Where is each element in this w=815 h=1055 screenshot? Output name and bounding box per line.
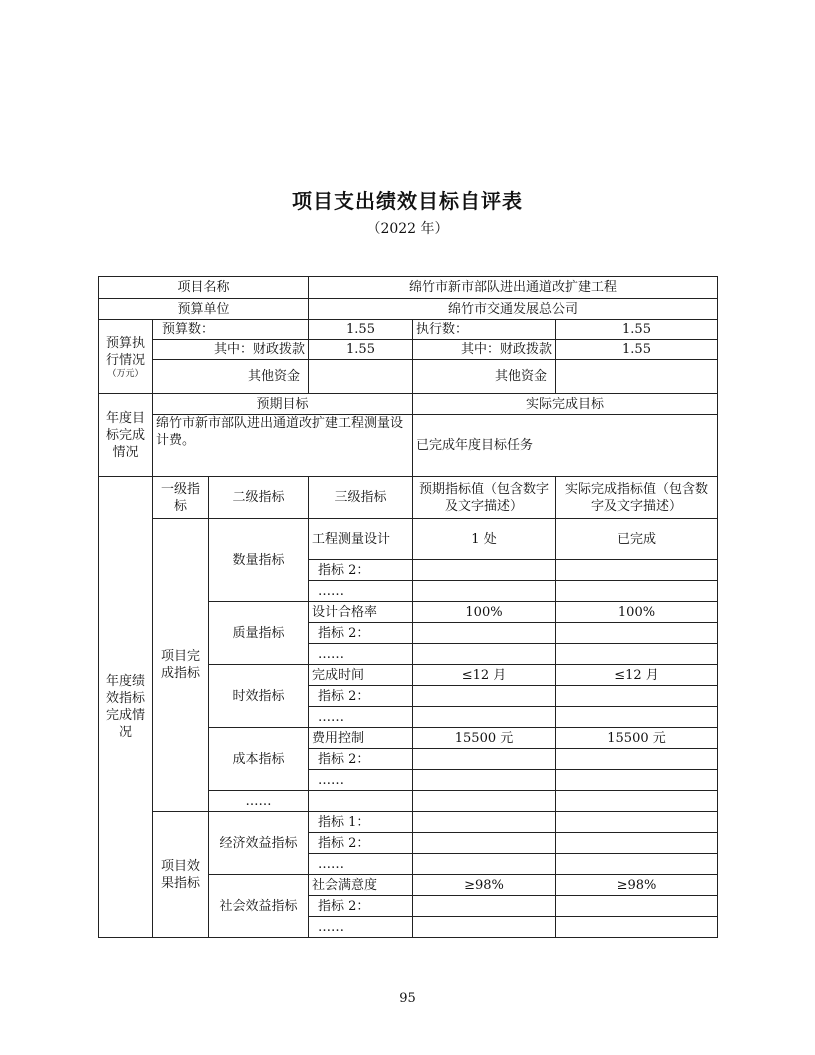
indicator-header-row <box>99 477 718 519</box>
expected-value-cell: 15500 元 <box>413 728 556 749</box>
project-name-row <box>99 277 718 299</box>
actual-value-cell <box>556 833 718 854</box>
level3-cell: …… <box>309 770 413 791</box>
level2-ellipsis: …… <box>209 791 309 812</box>
performance-table <box>98 276 718 938</box>
level3-cell <box>309 791 413 812</box>
table-row <box>99 519 718 560</box>
actual-value-cell <box>556 707 718 728</box>
actual-value-cell <box>556 854 718 875</box>
level3-cell: 设计合格率 <box>309 602 413 623</box>
project-name-value: 绵竹市新市部队进出通道改扩建工程 <box>309 277 718 299</box>
expected-goal-header: 预期目标 <box>153 394 413 415</box>
level3-cell: …… <box>309 917 413 938</box>
exec-amount-value: 1.55 <box>556 320 718 340</box>
fiscal-budget-value: 1.55 <box>309 340 413 360</box>
expected-value-cell: ≤12 月 <box>413 665 556 686</box>
budget-unit-value: 绵竹市交通发展总公司 <box>309 299 718 320</box>
year-subtitle: （2022 年） <box>366 221 449 237</box>
actual-value-cell: ≤12 月 <box>556 665 718 686</box>
budget-unit-row <box>99 299 718 320</box>
expected-value-header: 预期指标值（包含数字及文字描述） <box>413 477 556 519</box>
level3-cell: 完成时间 <box>309 665 413 686</box>
level3-header: 三级指标 <box>309 477 413 519</box>
level3-cell: 指标 2： <box>309 896 413 917</box>
timeliness-indicator-label: 时效指标 <box>209 665 309 728</box>
actual-value-cell <box>556 749 718 770</box>
level3-cell: …… <box>309 581 413 602</box>
expected-value-cell <box>413 917 556 938</box>
actual-value-cell <box>556 581 718 602</box>
level3-cell: …… <box>309 707 413 728</box>
expected-value-cell <box>413 770 556 791</box>
cost-indicator-label: 成本指标 <box>209 728 309 791</box>
indicator-section-label: 年度绩效指标完成情况 <box>99 477 153 938</box>
budget-section-unit: （万元） <box>107 368 144 379</box>
page-number: 95 <box>399 991 416 1006</box>
expected-value-cell: ≥98% <box>413 875 556 896</box>
annual-goal-row <box>99 415 718 477</box>
expected-goal-text: 绵竹市新市部队进出通道改扩建工程测量设计费。 <box>153 415 413 477</box>
expected-value-cell <box>413 581 556 602</box>
actual-value-cell <box>556 896 718 917</box>
quantity-indicator-label: 数量指标 <box>209 519 309 602</box>
fiscal-budget-label: 其中：财政拨款 <box>153 340 309 360</box>
effect-indicator-label: 项目效果指标 <box>153 812 209 938</box>
quality-indicator-label: 质量指标 <box>209 602 309 665</box>
expected-value-cell <box>413 560 556 581</box>
actual-value-cell: 15500 元 <box>556 728 718 749</box>
fiscal-exec-value: 1.55 <box>556 340 718 360</box>
actual-value-cell <box>556 917 718 938</box>
expected-value-cell <box>413 707 556 728</box>
actual-value-header: 实际完成指标值（包含数字及文字描述） <box>556 477 718 519</box>
level3-cell: 指标 1： <box>309 812 413 833</box>
output-indicator-label: 项目完成指标 <box>153 519 209 812</box>
level3-cell: 工程测量设计 <box>309 519 413 560</box>
annual-goal-header-row <box>99 394 718 415</box>
level3-cell: …… <box>309 854 413 875</box>
other-funds-exec-label: 其他资金 <box>413 360 556 394</box>
budget-amount-label: 预算数： <box>153 320 309 340</box>
actual-value-cell: ≥98% <box>556 875 718 896</box>
fiscal-row <box>99 340 718 360</box>
level3-cell: 指标 2： <box>309 560 413 581</box>
page-title: 项目支出绩效目标自评表 <box>292 189 523 213</box>
level1-header: 一级指标 <box>153 477 209 519</box>
expected-value-cell <box>413 896 556 917</box>
expected-value-cell <box>413 686 556 707</box>
budget-section-text: 预算执行情况 <box>105 335 145 368</box>
budget-amount-value: 1.55 <box>309 320 413 340</box>
level3-cell: 指标 2： <box>309 749 413 770</box>
other-funds-exec-value <box>556 360 718 394</box>
expected-value-cell: 100% <box>413 602 556 623</box>
expected-value-cell: 1 处 <box>413 519 556 560</box>
project-name-label: 项目名称 <box>99 277 309 299</box>
expected-value-cell <box>413 749 556 770</box>
expected-value-cell <box>413 791 556 812</box>
expected-value-cell <box>413 623 556 644</box>
actual-value-cell: 已完成 <box>556 519 718 560</box>
economic-indicator-label: 经济效益指标 <box>209 812 309 875</box>
level3-cell: …… <box>309 644 413 665</box>
actual-value-cell <box>556 770 718 791</box>
expected-value-cell <box>413 644 556 665</box>
level3-cell: 指标 2： <box>309 833 413 854</box>
actual-goal-text: 已完成年度目标任务 <box>413 415 718 477</box>
social-indicator-label: 社会效益指标 <box>209 875 309 938</box>
actual-value-cell <box>556 644 718 665</box>
exec-amount-label: 执行数： <box>413 320 556 340</box>
actual-value-cell <box>556 623 718 644</box>
actual-value-cell <box>556 686 718 707</box>
actual-value-cell <box>556 812 718 833</box>
level3-cell: 指标 2： <box>309 686 413 707</box>
other-funds-value <box>309 360 413 394</box>
budget-section-label <box>99 320 153 394</box>
level3-cell: 指标 2： <box>309 623 413 644</box>
level3-cell: 费用控制 <box>309 728 413 749</box>
actual-goal-header: 实际完成目标 <box>413 394 718 415</box>
fiscal-exec-label: 其中：财政拨款 <box>413 340 556 360</box>
expected-value-cell <box>413 854 556 875</box>
other-funds-label: 其他资金 <box>153 360 309 394</box>
level2-header: 二级指标 <box>209 477 309 519</box>
table-row <box>99 812 718 833</box>
actual-value-cell <box>556 791 718 812</box>
actual-value-cell: 100% <box>556 602 718 623</box>
budget-row <box>99 320 718 340</box>
other-funds-row <box>99 360 718 394</box>
expected-value-cell <box>413 812 556 833</box>
level3-cell: 社会满意度 <box>309 875 413 896</box>
expected-value-cell <box>413 833 556 854</box>
actual-value-cell <box>556 560 718 581</box>
annual-section-label: 年度目标完成情况 <box>99 394 153 477</box>
budget-unit-label: 预算单位 <box>99 299 309 320</box>
